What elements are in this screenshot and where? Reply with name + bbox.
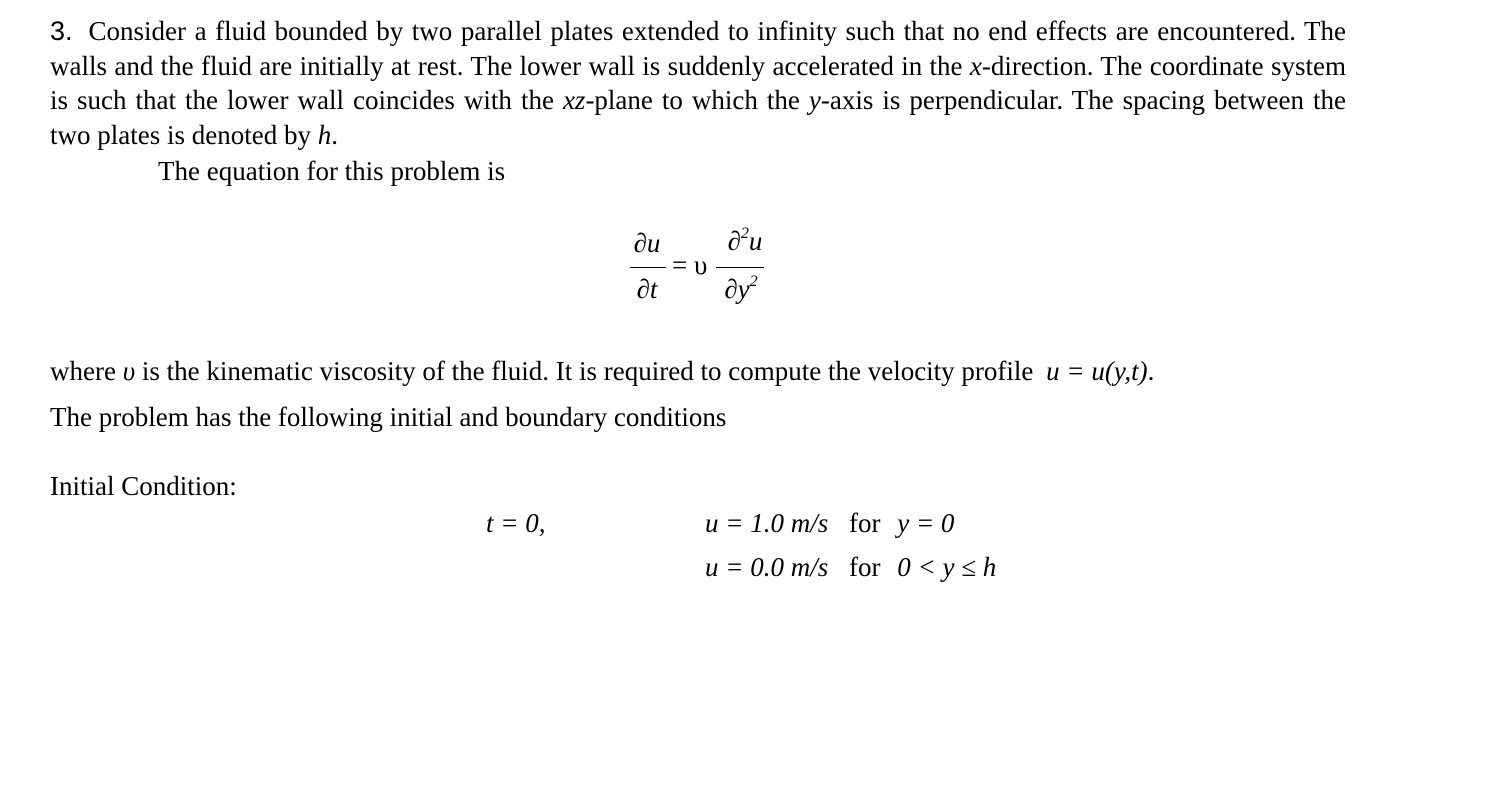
- problem-number: 3.: [50, 16, 73, 46]
- condition-row-2: [705, 550, 996, 584]
- problem-text-2: -direction. The coordinate system is such that the lower wall coincides with the: [50, 50, 1346, 115]
- conditions-intro: The problem has the following initial and boundary conditions: [50, 402, 727, 432]
- where-period: .: [1147, 356, 1155, 386]
- row2-equation: u = 0.0 m/s: [705, 552, 829, 582]
- equation-intro: The equation for this problem is: [158, 156, 506, 186]
- where-text-1: where: [50, 356, 116, 386]
- rhs-numerator: [720, 226, 770, 257]
- row1-range: y = 0: [897, 508, 955, 538]
- initial-condition-label: Initial Condition:: [50, 471, 237, 501]
- t-condition-text: t = 0,: [486, 508, 546, 538]
- var-x: x: [969, 50, 982, 81]
- lhs-denominator: ∂t: [636, 274, 658, 304]
- problem-text-4: -axis is perpendicular. The spacing between the two plates is denoted by: [50, 85, 1347, 150]
- where-line: [50, 354, 1154, 388]
- lhs-fraction-bar: [630, 267, 666, 268]
- lhs-numerator: ∂u: [633, 228, 661, 258]
- rhs-num-exp: 2: [740, 225, 749, 242]
- velocity-profile: u = u(y,t): [1046, 356, 1148, 386]
- var-h: h: [317, 119, 332, 150]
- var-y: y: [808, 85, 821, 115]
- problem-text-5: .: [331, 119, 338, 150]
- row1-for: for: [848, 508, 881, 538]
- nu-symbol: υ: [122, 356, 136, 386]
- row1-equation: u = 1.0 m/s: [705, 508, 829, 538]
- rhs-num-d: ∂: [727, 226, 741, 256]
- problem-text-3: -plane to which the: [585, 85, 809, 115]
- equals-nu: = υ: [672, 250, 708, 280]
- rhs-den-var: ∂y: [724, 274, 750, 304]
- rhs-num-var: u: [748, 226, 763, 256]
- var-xz: xz: [562, 85, 586, 115]
- rhs-den-exp: 2: [749, 273, 758, 290]
- rhs-fraction-bar: [716, 267, 764, 268]
- rhs-denominator: [716, 274, 766, 305]
- problem-text-1: Consider a fluid bounded by two parallel plates extended to infinity such that no end effects are encountered. The walls and the fluid are initially at rest. The lower wall is suddenly accelerated in the: [50, 16, 1346, 81]
- condition-row-1: [705, 506, 954, 540]
- row2-range: 0 < y ≤ h: [897, 552, 997, 582]
- where-text-2: is the kinematic viscosity of the fluid. It is required to compute the velocity profile: [141, 356, 1034, 386]
- row2-for: for: [848, 552, 881, 582]
- t-condition: [486, 506, 545, 540]
- problem-paragraph: [50, 14, 1346, 152]
